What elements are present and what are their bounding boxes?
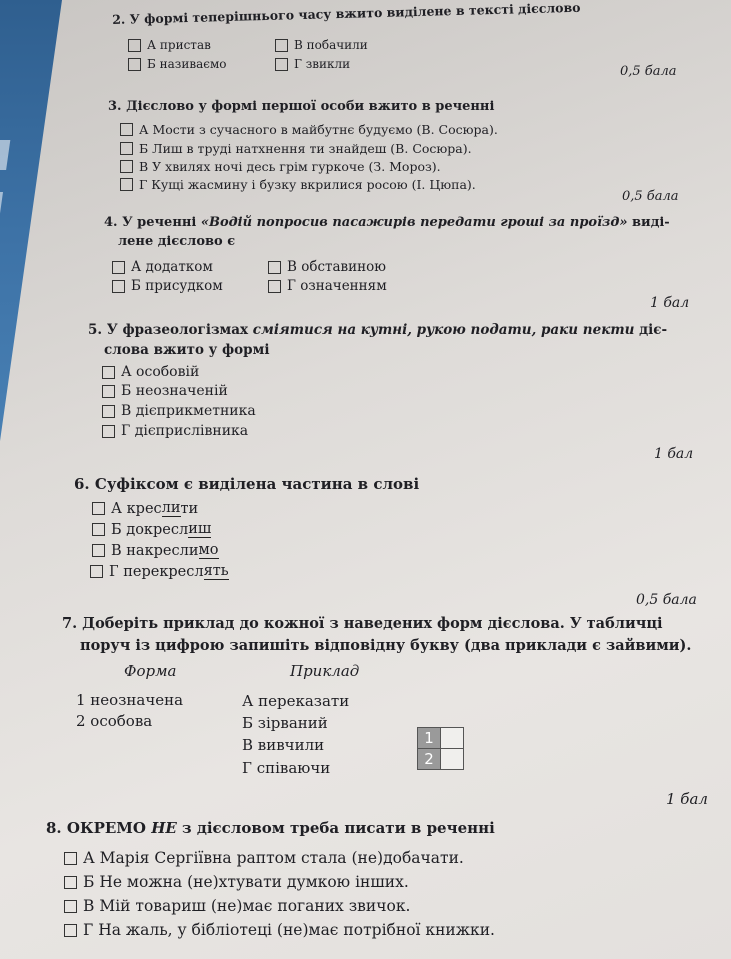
q6-option-b[interactable]: Б докресл иш — [92, 521, 211, 538]
answer-cell-2[interactable] — [441, 749, 464, 770]
q2-option-a[interactable]: А пристав — [128, 38, 211, 52]
checkbox[interactable] — [92, 544, 105, 557]
q2-option-g[interactable]: Г звикли — [275, 57, 350, 71]
checkbox[interactable] — [120, 142, 133, 155]
checkbox[interactable] — [102, 366, 115, 379]
checkbox[interactable] — [275, 39, 288, 52]
checkbox[interactable] — [268, 261, 281, 274]
q7-form-1: 1 неозначена — [76, 691, 184, 709]
checkbox[interactable] — [112, 280, 125, 293]
checkbox[interactable] — [128, 39, 141, 52]
q8-option-b[interactable]: Б Не можна (не)хтувати думкою інших. — [64, 873, 409, 891]
checkbox[interactable] — [92, 523, 105, 536]
q7-example-g: Г співаючи — [242, 759, 331, 777]
q8-option-v[interactable]: В Мій товариш (не)має поганих звичок. — [64, 897, 410, 915]
q4-option-b[interactable]: Б присудком — [112, 278, 223, 294]
q7-example-b: Б зірваний — [242, 714, 328, 732]
checkbox[interactable] — [64, 924, 77, 937]
checkbox[interactable] — [112, 261, 125, 274]
answer-row-number: 1 — [418, 728, 441, 749]
checkbox[interactable] — [275, 58, 288, 71]
q8-title: 8. ОКРЕМО НЕ з дієсловом треба писати в реченні — [46, 819, 495, 837]
q4-title-line2: лене дієслово є — [118, 234, 236, 249]
q2-title: 2. У формі теперішнього часу вжито виділене в тексті дієслово — [112, 0, 581, 27]
q7-col-form: Форма — [124, 662, 177, 680]
q6-score: 0,5 бала — [636, 592, 697, 608]
q7-example-v: В вивчили — [242, 736, 325, 754]
q8-option-a[interactable]: А Марія Сергіївна раптом стала (не)добачати. — [64, 849, 464, 867]
checkbox[interactable] — [64, 876, 77, 889]
checkbox[interactable] — [128, 58, 141, 71]
q4-option-g[interactable]: Г означенням — [268, 278, 387, 294]
q4-score: 1 бал — [650, 295, 690, 311]
q3-option-a[interactable]: А Мости з сучасного в майбутнє будуємо (В. Сосюра). — [120, 122, 498, 137]
answer-cell-1[interactable] — [441, 728, 464, 749]
q7-example-a: А переказати — [242, 692, 350, 710]
blue-cover-edge — [0, 0, 62, 520]
q8-option-g[interactable]: Г На жаль, у бібліотеці (не)має потрібної книжки. — [64, 921, 495, 939]
checkbox[interactable] — [102, 405, 115, 418]
q5-title: 5. У фразеологізмах сміятися на кутні, рукою подати, раки пекти діє- — [88, 322, 668, 338]
q3-title: 3. Дієслово у формі першої особи вжито в реченні — [108, 99, 495, 114]
checkbox[interactable] — [268, 280, 281, 293]
checkbox[interactable] — [64, 900, 77, 913]
q7-col-example: Приклад — [290, 662, 360, 680]
q7-score: 1 бал — [666, 790, 708, 808]
q4-title: 4. У реченні «Водій попросив пасажирів передати гроші за проїзд» виді- — [104, 215, 670, 230]
q7-answer-table — [417, 727, 464, 770]
q4-option-a[interactable]: А додатком — [112, 259, 213, 275]
q6-title: 6. Суфіксом є виділена частина в слові — [74, 475, 420, 493]
q3-option-b[interactable]: Б Лиш в труді натхнення ти знайдеш (В. Сосюра). — [120, 141, 472, 156]
q5-option-g[interactable]: Г дієприслівника — [102, 423, 248, 439]
q7-title: 7. Доберіть приклад до кожної з наведених форм дієслова. У табличці — [62, 615, 663, 632]
q7-form-2: 2 особова — [76, 712, 153, 730]
q2-option-b[interactable]: Б називаємо — [128, 57, 227, 71]
q2-score: 0,5 бала — [620, 64, 677, 79]
checkbox[interactable] — [102, 425, 115, 438]
checkbox[interactable] — [120, 160, 133, 173]
checkbox[interactable] — [90, 565, 103, 578]
checkbox[interactable] — [102, 385, 115, 398]
q3-score: 0,5 бала — [622, 189, 679, 204]
q5-option-a[interactable]: А особовій — [102, 364, 199, 380]
q3-option-v[interactable]: В У хвилях ночі десь грім гуркоче (З. Мороз). — [120, 159, 441, 174]
q3-option-g[interactable]: Г Кущі жасмину і бузку вкрилися росою (І. Цюпа). — [120, 177, 476, 192]
q7-title-line2: поруч із цифрою запишіть відповідну букву (два приклади є зайвими). — [80, 637, 692, 654]
q5-title-line2: слова вжито у формі — [104, 342, 270, 358]
answer-row-number: 2 — [418, 749, 441, 770]
q6-option-g[interactable]: Г перекресл ять — [90, 563, 229, 580]
q6-option-a[interactable]: А крес ли ти — [92, 500, 198, 517]
checkbox[interactable] — [120, 123, 133, 136]
checkbox[interactable] — [120, 178, 133, 191]
q5-score: 1 бал — [654, 446, 694, 462]
checkbox[interactable] — [92, 502, 105, 515]
checkbox[interactable] — [64, 852, 77, 865]
q2-option-v[interactable]: В побачили — [275, 38, 368, 52]
q5-option-b[interactable]: Б неозначеній — [102, 383, 228, 399]
q4-option-v[interactable]: В обставиною — [268, 259, 386, 275]
q6-option-v[interactable]: В накресли мо — [92, 542, 219, 559]
q5-option-v[interactable]: В дієприкметника — [102, 403, 256, 419]
